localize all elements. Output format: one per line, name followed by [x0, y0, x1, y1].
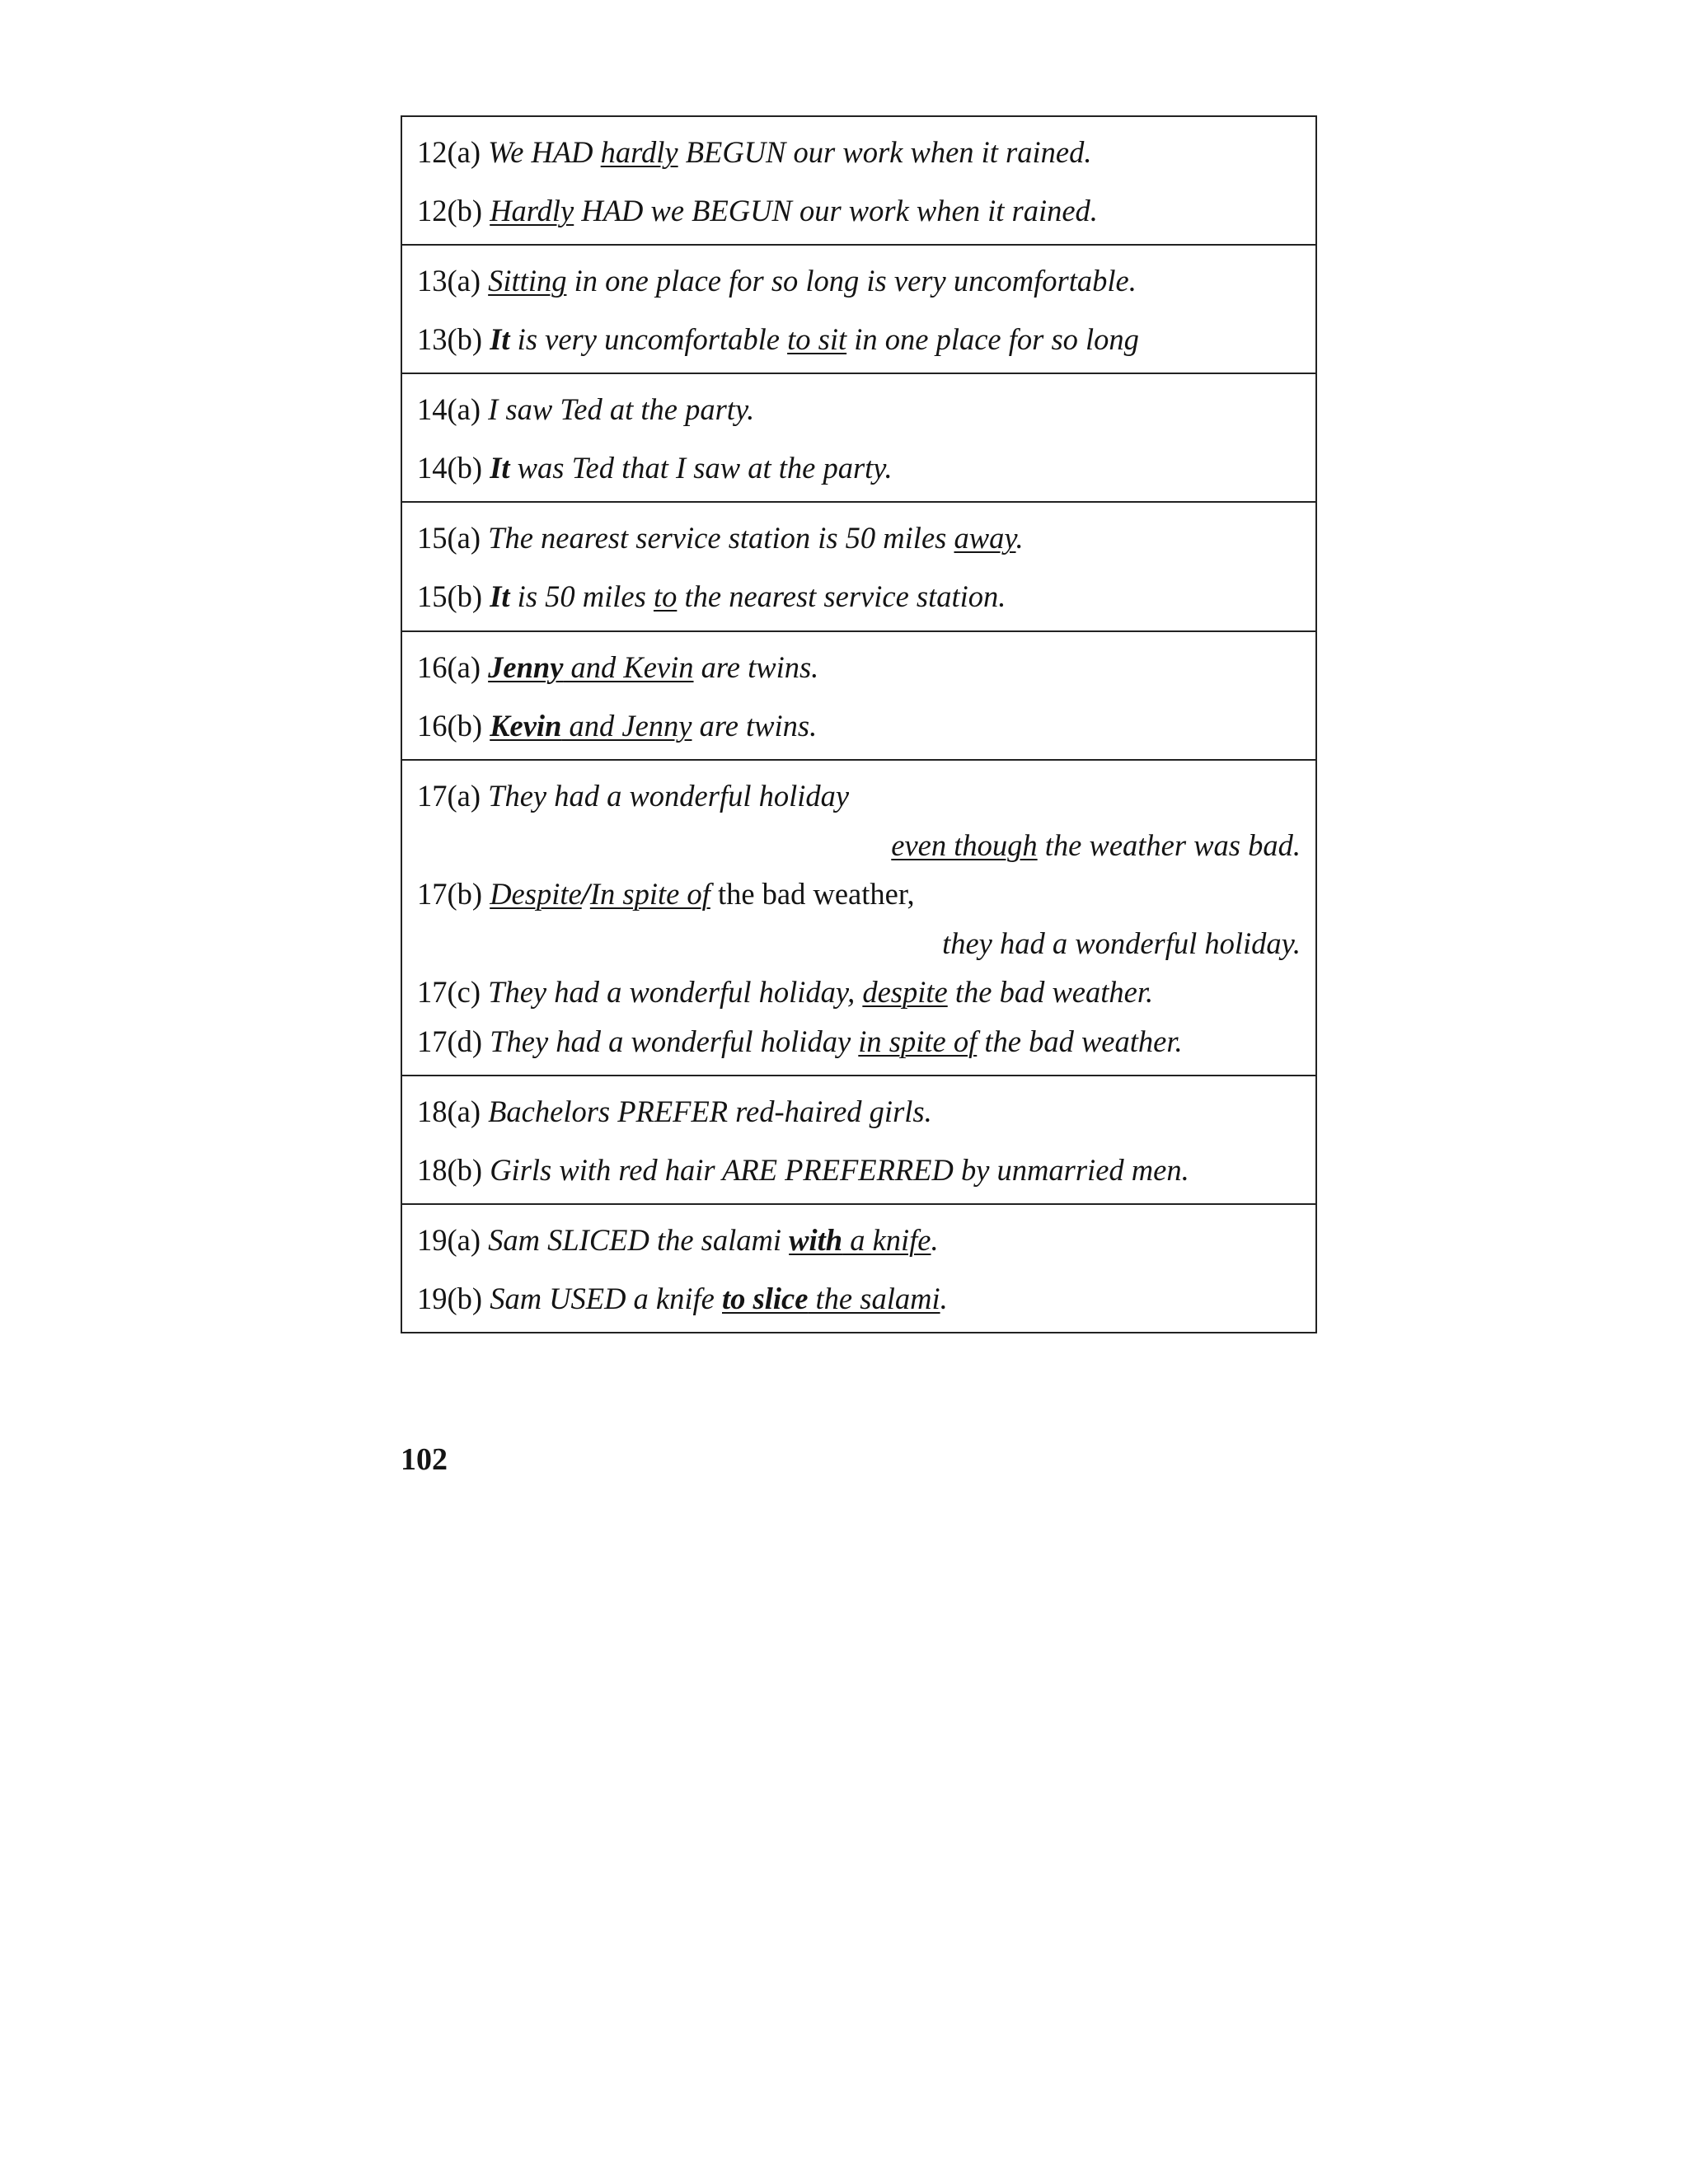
example-group [402, 759, 1315, 1075]
underlined-text: Hardly [490, 194, 574, 228]
sentence-text: I saw Ted at the party. [488, 392, 755, 427]
underlined-text: and Kevin [563, 649, 694, 684]
example-label: 19(a) [417, 1223, 489, 1258]
example-sentence [490, 1282, 948, 1315]
example-label: 18(b) [417, 1153, 490, 1188]
example-label: 18(a) [417, 1094, 489, 1128]
sentence-text: . [940, 1282, 948, 1316]
example-line [417, 778, 1301, 813]
example-sentence [490, 1024, 1182, 1058]
bold-text: / [581, 876, 590, 911]
bold-text: It [490, 322, 510, 357]
example-line [417, 876, 1301, 912]
example-line [417, 193, 1301, 228]
example-label: 17(a) [417, 778, 489, 813]
underlined-text: despite [862, 974, 948, 1009]
example-line [417, 134, 1301, 170]
example-label: 16(b) [417, 708, 490, 743]
sentence-text: . [931, 1223, 939, 1258]
underlined-text: Kevin [490, 708, 562, 743]
example-label: 17(b) [417, 876, 490, 911]
sentence-text: the bad weather, [710, 876, 915, 911]
example-sentence [488, 264, 1137, 298]
sentence-text: HAD we BEGUN our work when it rained. [574, 194, 1098, 228]
sentence-text: They had a wonderful holiday [488, 778, 850, 813]
example-label: 15(a) [417, 521, 489, 555]
sentence-text: was Ted that I saw at the party. [509, 451, 893, 485]
example-group [402, 1075, 1315, 1203]
example-sentence [488, 135, 1091, 169]
sentence-text: is very uncomfortable [509, 322, 788, 357]
underlined-text: to slice [722, 1282, 809, 1316]
example-label: 12(a) [417, 135, 489, 169]
underlined-text: hardly [600, 135, 678, 169]
example-line [417, 321, 1301, 357]
example-label: 15(b) [417, 579, 490, 614]
underlined-text: away [954, 521, 1016, 555]
underlined-text: Despite [490, 876, 582, 911]
example-sentence [488, 521, 1024, 555]
sentence-text: . [1015, 521, 1024, 555]
underlined-text: to [653, 579, 678, 614]
example-label: 17(c) [417, 974, 489, 1009]
example-line [417, 391, 1301, 427]
example-label: 13(b) [417, 322, 490, 357]
example-sentence [942, 926, 1301, 960]
example-line [417, 1281, 1301, 1316]
underlined-text: In spite of [589, 876, 710, 911]
sentence-text: The nearest service station is 50 miles [488, 521, 954, 555]
sentence-text: the bad weather. [977, 1024, 1183, 1058]
underlined-text: and Jenny [561, 708, 692, 743]
example-label: 16(a) [417, 649, 489, 684]
underlined-text: a knife [842, 1223, 931, 1258]
sentence-text: they had a wonderful holiday. [942, 926, 1301, 960]
bold-text: It [490, 579, 510, 614]
sentence-text: are twins. [693, 649, 819, 684]
example-group [402, 630, 1315, 759]
example-sentence [488, 975, 1153, 1009]
example-line-continuation [417, 827, 1301, 863]
underlined-text: Jenny [488, 649, 564, 684]
example-line [417, 1152, 1301, 1188]
example-sentence [891, 828, 1301, 862]
example-sentence [488, 392, 754, 426]
example-line [417, 520, 1301, 555]
example-sentence [490, 877, 914, 911]
sentence-text: We HAD [488, 135, 601, 169]
bold-text: It [490, 451, 510, 485]
underlined-text: the salami [808, 1282, 940, 1316]
example-line [417, 708, 1301, 743]
sentence-text: in one place for so long [846, 322, 1139, 357]
page-number: 102 [401, 1442, 448, 1477]
example-line [417, 1024, 1301, 1059]
sentence-text: the nearest service station. [677, 579, 1006, 614]
example-label: 12(b) [417, 194, 490, 228]
sentence-text: the weather was bad. [1037, 827, 1301, 862]
example-sentences-table [401, 115, 1317, 1333]
example-group [402, 1203, 1315, 1332]
example-sentence [488, 1223, 939, 1257]
example-line [417, 263, 1301, 298]
sentence-text: They had a wonderful holiday [490, 1024, 859, 1058]
example-label: 13(a) [417, 264, 489, 298]
example-sentence [490, 194, 1098, 227]
example-sentence [490, 1153, 1189, 1187]
sentence-text: Girls with red hair ARE PREFERRED by unmarried men. [490, 1153, 1189, 1188]
sentence-text: Sam SLICED the salami [488, 1223, 790, 1258]
sentence-text: in one place for so long is very uncomfortable. [566, 264, 1137, 298]
example-label: 17(d) [417, 1024, 490, 1058]
example-line [417, 649, 1301, 685]
sentence-text: They had a wonderful holiday, [488, 974, 863, 1009]
example-sentence [490, 709, 817, 743]
example-group [402, 117, 1315, 244]
sentence-text: the bad weather. [947, 974, 1154, 1009]
example-line [417, 1094, 1301, 1129]
example-line [417, 1222, 1301, 1258]
underlined-text: even though [891, 827, 1038, 862]
example-sentence [488, 779, 849, 813]
underlined-text: with [789, 1223, 843, 1258]
underlined-text: in spite of [858, 1024, 978, 1058]
example-line-continuation [417, 926, 1301, 961]
sentence-text: are twins. [692, 708, 818, 743]
sentence-text: Bachelors PREFER red-haired girls. [488, 1094, 932, 1128]
example-sentence [490, 322, 1139, 356]
underlined-text: Sitting [488, 264, 567, 298]
example-group [402, 244, 1315, 373]
example-label: 14(b) [417, 451, 490, 485]
example-group [402, 501, 1315, 630]
example-line [417, 579, 1301, 614]
example-label: 19(b) [417, 1282, 490, 1316]
example-sentence [488, 1094, 932, 1128]
sentence-text: BEGUN our work when it rained. [678, 135, 1092, 169]
example-sentence [490, 451, 892, 485]
example-line [417, 450, 1301, 485]
example-sentence [488, 650, 818, 684]
sentence-text: Sam USED a knife [490, 1282, 722, 1316]
sentence-text: is 50 miles [509, 579, 654, 614]
example-group [402, 373, 1315, 501]
underlined-text: to sit [787, 322, 847, 357]
example-label: 14(a) [417, 392, 489, 427]
example-line [417, 974, 1301, 1010]
example-sentence [490, 579, 1006, 613]
